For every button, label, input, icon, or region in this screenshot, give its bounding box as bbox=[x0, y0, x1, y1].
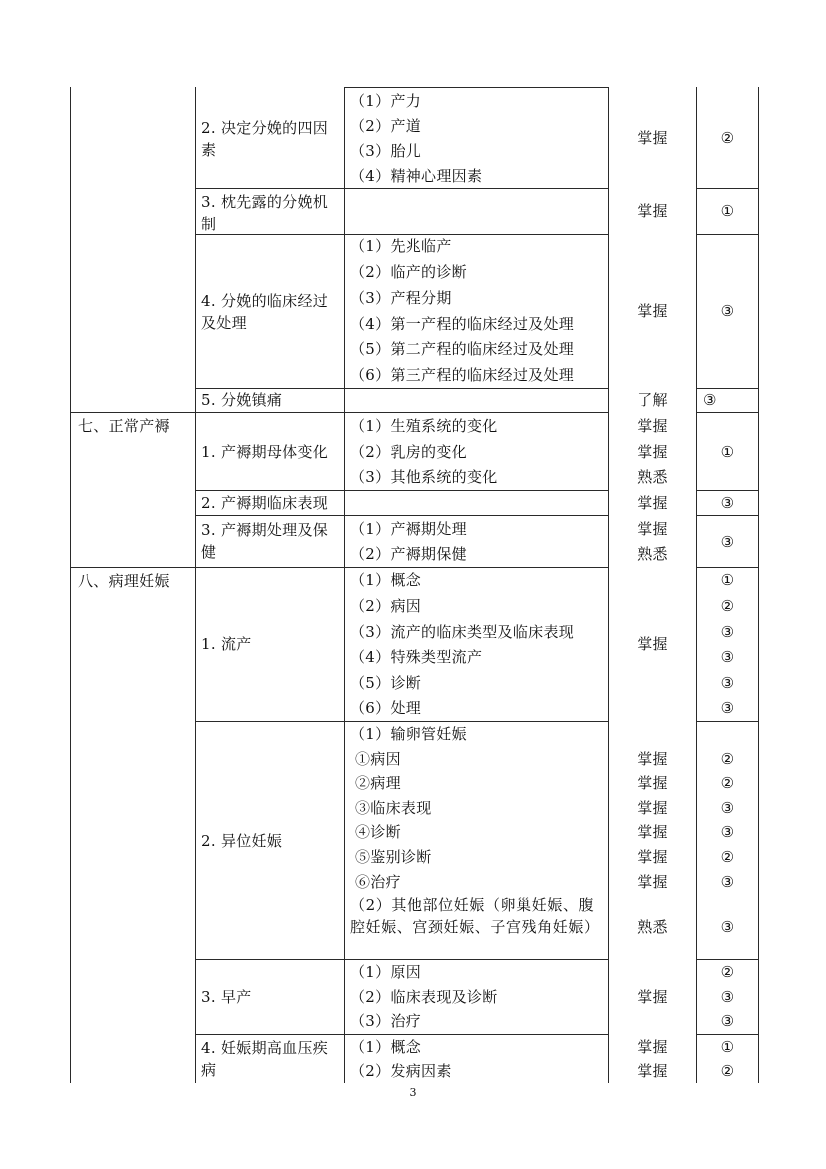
item-name: 3. 枕先露的分娩机制 bbox=[201, 193, 329, 233]
item-name: 2. 决定分娩的四因素 bbox=[201, 119, 329, 159]
content-line: ⑤鉴别诊断 bbox=[355, 848, 432, 866]
item-name: 2. 异位妊娠 bbox=[201, 832, 283, 850]
row-divider bbox=[696, 515, 759, 516]
content-line: （1）产力 bbox=[350, 92, 422, 110]
item-name: 5. 分娩镇痛 bbox=[201, 391, 283, 409]
item-name: 2. 产褥期临床表现 bbox=[201, 494, 329, 512]
content-line: （2）病因 bbox=[350, 597, 422, 615]
level-cell: ① bbox=[720, 443, 735, 461]
unit-title: 八、病理妊娠 bbox=[78, 572, 170, 590]
content-line: （2）发病因素 bbox=[350, 1062, 452, 1080]
requirement-cell: 掌握 bbox=[637, 988, 668, 1006]
requirement-cell: 掌握 bbox=[637, 848, 668, 866]
item-name: 3. 早产 bbox=[201, 988, 252, 1006]
row-divider bbox=[696, 412, 759, 413]
row-divider bbox=[70, 567, 609, 568]
content-line: （2）乳房的变化 bbox=[350, 443, 467, 461]
level-cell: ③ bbox=[720, 623, 735, 641]
table-border-left bbox=[70, 87, 71, 1083]
requirement-cell: 掌握 bbox=[637, 873, 668, 891]
level-cell: ③ bbox=[720, 1012, 735, 1030]
content-line: （2）产褥期保健 bbox=[350, 545, 467, 563]
requirement-cell: 掌握 bbox=[637, 1038, 668, 1056]
row-divider bbox=[195, 388, 609, 389]
row-divider bbox=[344, 87, 609, 88]
level-cell: ③ bbox=[720, 823, 735, 841]
requirement-cell: 掌握 bbox=[637, 202, 668, 220]
requirement-cell: 掌握 bbox=[637, 443, 668, 461]
content-line: （1）生殖系统的变化 bbox=[350, 417, 498, 435]
level-cell: ③ bbox=[720, 918, 735, 936]
content-line: （2）产道 bbox=[350, 117, 422, 135]
row-divider bbox=[696, 388, 759, 389]
requirement-cell: 掌握 bbox=[637, 520, 668, 538]
item-name: 4. 妊娠期高血压疾病 bbox=[201, 1039, 329, 1079]
content-line: （4）特殊类型流产 bbox=[350, 648, 483, 666]
level-cell: ③ bbox=[720, 648, 735, 666]
row-divider bbox=[696, 1034, 759, 1035]
content-line: （3）流产的临床类型及临床表现 bbox=[350, 623, 575, 641]
requirement-cell: 掌握 bbox=[637, 302, 668, 320]
column-divider bbox=[195, 87, 196, 1083]
requirement-cell: 掌握 bbox=[637, 417, 668, 435]
content-line: （3）其他系统的变化 bbox=[350, 468, 498, 486]
level-cell: ② bbox=[720, 129, 735, 147]
requirement-cell: 掌握 bbox=[637, 494, 668, 512]
level-cell: ② bbox=[720, 963, 735, 981]
content-line: （5）第二产程的临床经过及处理 bbox=[350, 340, 575, 358]
requirement-cell: 熟悉 bbox=[637, 545, 668, 563]
content-line: （3）治疗 bbox=[350, 1012, 422, 1030]
content-line: ④诊断 bbox=[355, 823, 401, 841]
row-divider bbox=[195, 1034, 609, 1035]
requirement-cell: 掌握 bbox=[637, 774, 668, 792]
item-name: 4. 分娩的临床经过及处理 bbox=[201, 292, 329, 332]
row-divider bbox=[195, 959, 609, 960]
level-cell: ③ bbox=[720, 988, 735, 1006]
level-cell: ② bbox=[720, 750, 735, 768]
requirement-cell: 了解 bbox=[637, 391, 668, 409]
level-cell: ② bbox=[720, 597, 735, 615]
content-line: （3）产程分期 bbox=[350, 289, 452, 307]
content-line: （6）处理 bbox=[350, 699, 422, 717]
row-divider bbox=[696, 721, 759, 722]
level-cell: ③ bbox=[720, 533, 735, 551]
requirement-cell: 掌握 bbox=[637, 1062, 668, 1080]
row-divider bbox=[696, 567, 759, 568]
content-line: ①病因 bbox=[355, 750, 401, 768]
level-cell: ① bbox=[720, 571, 735, 589]
level-cell: ② bbox=[720, 1062, 735, 1080]
table-border-right bbox=[758, 87, 759, 1083]
content-line: （2）临床表现及诊断 bbox=[350, 988, 498, 1006]
content-line: （4）精神心理因素 bbox=[350, 167, 483, 185]
content-line: （1）产褥期处理 bbox=[350, 520, 467, 538]
requirement-cell: 掌握 bbox=[637, 750, 668, 768]
content-line: （1）先兆临产 bbox=[350, 237, 452, 255]
level-cell: ② bbox=[720, 848, 735, 866]
level-cell: ③ bbox=[720, 799, 735, 817]
content-line: （1）输卵管妊娠 bbox=[350, 725, 467, 743]
content-line: ③临床表现 bbox=[355, 799, 432, 817]
content-line: （2）其他部位妊娠（卵巢妊娠、腹腔妊娠、宫颈妊娠、子宫残角妊娠） bbox=[350, 896, 600, 936]
level-cell: ③ bbox=[720, 873, 735, 891]
level-cell: ③ bbox=[703, 391, 717, 409]
row-divider bbox=[195, 515, 609, 516]
level-cell: ③ bbox=[720, 494, 735, 512]
requirement-cell: 掌握 bbox=[637, 823, 668, 841]
requirement-cell: 掌握 bbox=[637, 799, 668, 817]
level-cell: ② bbox=[720, 774, 735, 792]
row-divider bbox=[696, 490, 759, 491]
row-divider bbox=[696, 188, 759, 189]
row-divider bbox=[696, 234, 759, 235]
content-line: （1）概念 bbox=[350, 571, 422, 589]
level-cell: ① bbox=[720, 202, 735, 220]
requirement-cell: 熟悉 bbox=[637, 918, 668, 936]
level-cell: ③ bbox=[720, 302, 735, 320]
content-line: （1）原因 bbox=[350, 963, 422, 981]
row-divider bbox=[195, 188, 609, 189]
content-line: ②病理 bbox=[355, 774, 401, 792]
content-line: ⑥治疗 bbox=[355, 873, 401, 891]
requirement-cell: 掌握 bbox=[637, 635, 668, 653]
item-name: 1. 流产 bbox=[201, 635, 252, 653]
content-line: （6）第三产程的临床经过及处理 bbox=[350, 366, 575, 384]
row-divider bbox=[70, 412, 609, 413]
item-name: 1. 产褥期母体变化 bbox=[201, 443, 329, 461]
content-line: （5）诊断 bbox=[350, 674, 422, 692]
row-divider bbox=[696, 959, 759, 960]
requirement-cell: 掌握 bbox=[637, 129, 668, 147]
item-name: 3. 产褥期处理及保健 bbox=[201, 521, 329, 561]
content-line: （2）临产的诊断 bbox=[350, 263, 467, 281]
level-cell: ③ bbox=[720, 699, 735, 717]
content-line: （3）胎儿 bbox=[350, 142, 422, 160]
page-number: 3 bbox=[409, 1086, 417, 1099]
row-divider bbox=[195, 490, 609, 491]
column-divider bbox=[344, 87, 345, 1083]
unit-title: 七、正常产褥 bbox=[78, 417, 170, 435]
level-cell: ① bbox=[720, 1038, 735, 1056]
requirement-cell: 熟悉 bbox=[637, 468, 668, 486]
level-cell: ③ bbox=[720, 674, 735, 692]
content-line: （1）概念 bbox=[350, 1038, 422, 1056]
row-divider bbox=[195, 721, 609, 722]
content-line: （4）第一产程的临床经过及处理 bbox=[350, 315, 575, 333]
